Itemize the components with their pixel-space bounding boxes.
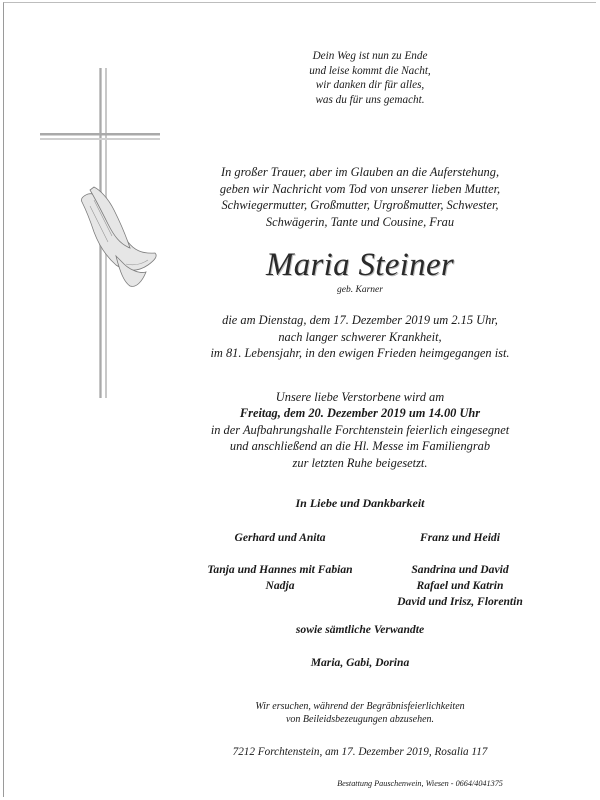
relatives: sowie sämtliche Verwandte <box>295 623 425 636</box>
mourner-line: Rafael und Katrin <box>416 579 504 592</box>
funeral-line: in der Aufbahrungshalle Forchtenstein feierlich eingesegnet <box>210 422 510 437</box>
motto-line: was du für uns gemacht. <box>315 93 425 106</box>
request-line: Wir ersuchen, während der Begräbnisfeierlichkeiten <box>255 701 465 712</box>
other-mourners: Maria, Gabi, Dorina <box>310 656 410 669</box>
birth-name: geb. Karner <box>337 285 383 295</box>
intro-paragraph <box>160 164 560 230</box>
intro-line: Schwägerin, Tante und Cousine, Frau <box>265 214 455 229</box>
mourner-right-2 <box>360 562 560 610</box>
intro-line: geben wir Nachricht vom Tod von unserer lieben Mutter, <box>219 181 501 196</box>
deceased-name: Maria Steiner <box>265 247 455 283</box>
intro-line: In großer Trauer, aber im Glauben an die Auferstehung, <box>220 165 500 179</box>
funeral-line: und anschließend an die Hl. Messe im Familiengrab <box>229 439 491 454</box>
condolence-request <box>240 700 480 726</box>
funeral-line: zur letzten Ruhe beigesetzt. <box>292 455 428 470</box>
mourner-left-1: Gerhard und Anita <box>234 531 326 544</box>
mourner-line: Nadja <box>265 579 295 592</box>
cross-with-praying-hands-icon <box>30 60 170 400</box>
mourner-right-1: Franz und Heidi <box>420 531 500 544</box>
mourner-line: Sandrina und David <box>411 563 509 576</box>
mourner-line: Tanja und Hannes mit Fabian <box>207 563 353 576</box>
mourner-left-2 <box>170 562 390 594</box>
death-notice-line: die am Dienstag, dem 17. Dezember 2019 um 2.15 Uhr, <box>222 313 498 327</box>
mourners-heading: In Liebe und Dankbarkeit <box>295 496 425 510</box>
death-notice-line: im 81. Lebensjahr, in den ewigen Frieden heimgegangen ist. <box>210 346 510 361</box>
motto-poem <box>250 49 490 107</box>
motto-line: und leise kommt die Nacht, <box>309 64 431 77</box>
funeral-info <box>170 389 550 471</box>
mourner-line: David und Irisz, Florentin <box>397 595 523 608</box>
funeral-line: Unsere liebe Verstorbene wird am <box>275 390 445 404</box>
undertaker-info: Bestattung Pauschenwein, Wiesen - 0664/4041375 <box>337 779 503 788</box>
funeral-date-time: Freitag, dem 20. Dezember 2019 um 14.00 Uhr <box>239 406 481 421</box>
death-notice-line: nach langer schwerer Krankheit, <box>278 329 442 344</box>
place-date: 7212 Forchtenstein, am 17. Dezember 2019, Rosalia 117 <box>232 746 488 758</box>
motto-line: Dein Weg ist nun zu Ende <box>312 50 428 62</box>
request-line: von Beileidsbezeugungen abzusehen. <box>285 714 435 725</box>
death-notice <box>175 312 545 362</box>
intro-line: Schwiegermutter, Großmutter, Urgroßmutter, Schwester, <box>221 198 499 213</box>
motto-line: wir danken dir für alles, <box>315 79 425 92</box>
